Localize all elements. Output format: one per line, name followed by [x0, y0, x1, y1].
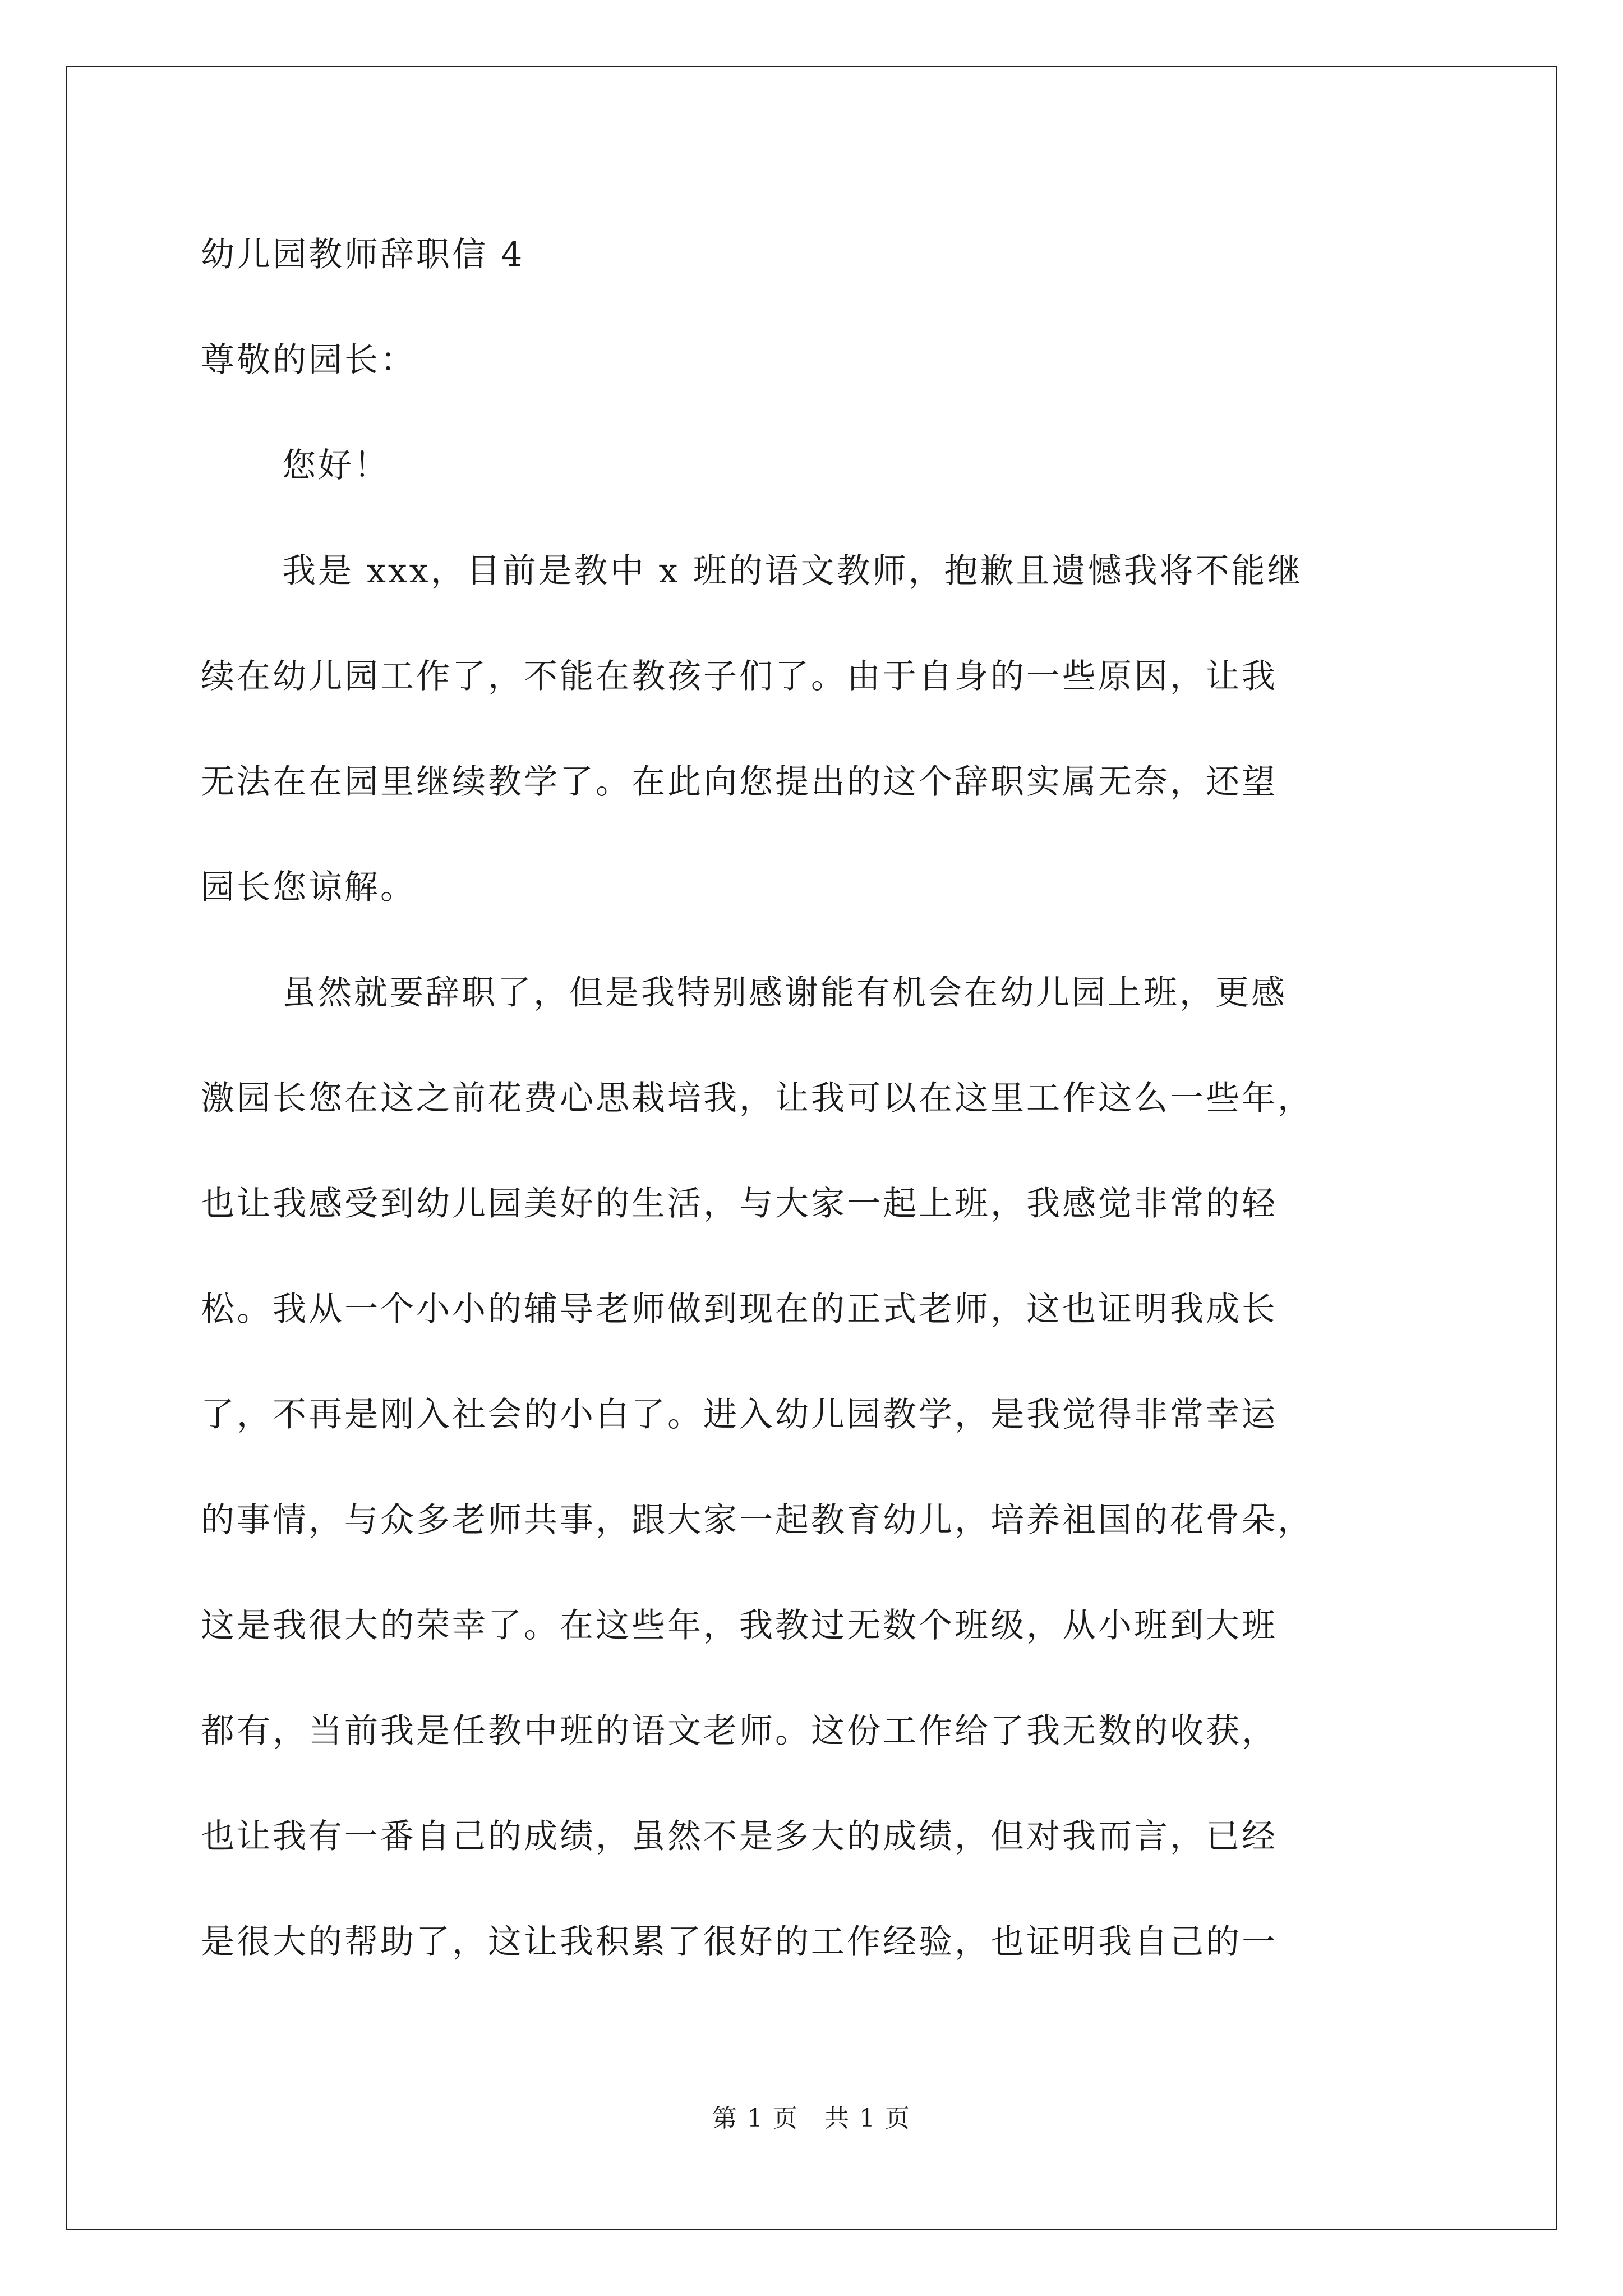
page-footer: 第 1 页 共 1 页: [712, 2104, 911, 2133]
paragraph-2-line: 的事情，与众多老师共事，跟大家一起教育幼儿，培养祖国的花骨朵，: [201, 1501, 1313, 1540]
paragraph-1-line: 园长您谅解。: [201, 868, 416, 907]
paragraph-2-line: 这是我很大的荣幸了。在这些年，我教过无数个班级，从小班到大班: [201, 1606, 1278, 1645]
greeting: 您好！: [282, 446, 390, 485]
paragraph-2-line: 虽然就要辞职了，但是我特别感谢能有机会在幼儿园上班，更感: [282, 973, 1287, 1013]
paragraph-2-line: 了，不再是刚入社会的小白了。进入幼儿园教学，是我觉得非常幸运: [201, 1395, 1278, 1434]
paragraph-2-line: 也让我有一番自己的成绩，虽然不是多大的成绩，但对我而言，已经: [201, 1817, 1278, 1856]
letter-body: [201, 202, 1435, 1995]
paragraph-2-line: 松。我从一个小小的辅导老师做到现在的正式老师，这也证明我成长: [201, 1290, 1278, 1329]
paragraph-2-line: 激园长您在这之前花费心思栽培我，让我可以在这里工作这么一些年，: [201, 1079, 1313, 1118]
salutation: 尊敬的园长：: [201, 341, 416, 380]
paragraph-1-line: 我是 xxx，目前是教中 x 班的语文教师，抱歉且遗憾我将不能继: [282, 551, 1303, 591]
letter-title: 幼儿园教师辞职信 4: [201, 235, 525, 274]
paragraph-2-line: 也让我感受到幼儿园美好的生活，与大家一起上班，我感觉非常的轻: [201, 1184, 1278, 1223]
paragraph-2-line: 是很大的帮助了，这让我积累了很好的工作经验，也证明我自己的一: [201, 1922, 1278, 1962]
paragraph-1-line: 无法在在园里继续教学了。在此向您提出的这个辞职实属无奈，还望: [201, 762, 1278, 802]
paragraph-2-line: 都有，当前我是任教中班的语文老师。这份工作给了我无数的收获，: [201, 1711, 1278, 1751]
paragraph-1-line: 续在幼儿园工作了，不能在教孩子们了。由于自身的一些原因，让我: [201, 657, 1278, 696]
